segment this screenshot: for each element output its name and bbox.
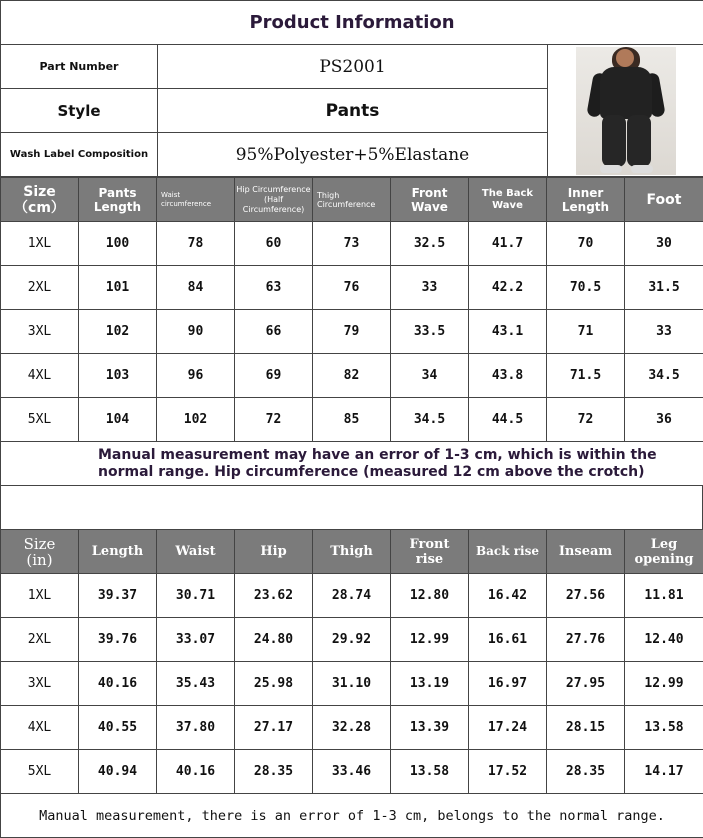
in-cell: 5XL	[1, 750, 79, 794]
in-cell: 23.62	[235, 574, 313, 618]
cm-cell: 101	[79, 266, 157, 310]
table-row	[1, 706, 703, 750]
in-cell: 16.42	[469, 574, 547, 618]
in-cell: 1XL	[1, 574, 79, 618]
cm-cell: 69	[235, 354, 313, 398]
in-header-leg-opening: Leg opening	[625, 530, 703, 574]
cm-header-waist: Waist circumference	[157, 178, 235, 222]
cm-cell: 79	[313, 310, 391, 354]
in-cell: 33.46	[313, 750, 391, 794]
in-cell: 13.19	[391, 662, 469, 706]
table-row	[1, 354, 703, 398]
in-cell: 39.37	[79, 574, 157, 618]
cm-cell: 33.5	[391, 310, 469, 354]
in-cell: 11.81	[625, 574, 703, 618]
cm-cell: 70.5	[547, 266, 625, 310]
cm-header-foot: Foot	[625, 178, 703, 222]
in-measurement-note: Manual measurement, there is an error of 1-3 cm, belongs to the normal range.	[1, 794, 703, 838]
in-cell: 29.92	[313, 618, 391, 662]
cm-cell: 33	[625, 310, 703, 354]
in-cell: 40.55	[79, 706, 157, 750]
cm-cell: 2XL	[1, 266, 79, 310]
part-number-value: PS2001	[158, 45, 548, 89]
cm-header-row	[1, 178, 703, 222]
table-row	[1, 750, 703, 794]
cm-cell: 76	[313, 266, 391, 310]
in-cell: 17.52	[469, 750, 547, 794]
cm-cell: 44.5	[469, 398, 547, 442]
in-cell: 12.99	[391, 618, 469, 662]
in-cell: 39.76	[79, 618, 157, 662]
cm-cell: 36	[625, 398, 703, 442]
in-cell: 32.28	[313, 706, 391, 750]
cm-cell: 100	[79, 222, 157, 266]
cm-cell: 43.8	[469, 354, 547, 398]
in-cell: 28.35	[235, 750, 313, 794]
cm-cell: 85	[313, 398, 391, 442]
in-cell: 2XL	[1, 618, 79, 662]
in-header-front-rise: Front rise	[391, 530, 469, 574]
table-row	[1, 618, 703, 662]
in-cell: 13.39	[391, 706, 469, 750]
table-row	[1, 662, 703, 706]
in-cell: 16.61	[469, 618, 547, 662]
cm-header-thigh: Thigh Circumference	[313, 178, 391, 222]
cm-cell: 72	[547, 398, 625, 442]
table-row	[1, 310, 703, 354]
in-cell: 12.80	[391, 574, 469, 618]
cm-cell: 102	[157, 398, 235, 442]
in-cell: 28.15	[547, 706, 625, 750]
cm-header-front-wave: Front Wave	[391, 178, 469, 222]
cm-header-length: Pants Length	[79, 178, 157, 222]
in-header-waist: Waist	[157, 530, 235, 574]
cm-cell: 90	[157, 310, 235, 354]
cm-header-inner-length: Inner Length	[547, 178, 625, 222]
in-cell: 3XL	[1, 662, 79, 706]
model-wearing-pants-image	[576, 47, 676, 175]
size-chart-in	[0, 529, 703, 838]
cm-cell: 34.5	[625, 354, 703, 398]
cm-cell: 32.5	[391, 222, 469, 266]
in-header-size: Size (in)	[1, 530, 79, 574]
cm-cell: 71	[547, 310, 625, 354]
cm-cell: 33	[391, 266, 469, 310]
in-header-hip: Hip	[235, 530, 313, 574]
cm-cell: 96	[157, 354, 235, 398]
in-cell: 30.71	[157, 574, 235, 618]
cm-cell: 4XL	[1, 354, 79, 398]
cm-cell: 42.2	[469, 266, 547, 310]
in-cell: 14.17	[625, 750, 703, 794]
composition-label: Wash Label Composition	[1, 133, 158, 177]
table-row	[1, 398, 703, 442]
table-row	[1, 222, 703, 266]
cm-measurement-note: Manual measurement may have an error of 1-3 cm, which is within the normal range. Hip circumference (measured 12 cm above the crotch)	[1, 442, 703, 486]
cm-cell: 78	[157, 222, 235, 266]
cm-cell: 1XL	[1, 222, 79, 266]
in-header-inseam: Inseam	[547, 530, 625, 574]
in-cell: 4XL	[1, 706, 79, 750]
in-header-back-rise: Back rise	[469, 530, 547, 574]
style-label: Style	[1, 89, 158, 133]
cm-cell: 30	[625, 222, 703, 266]
cm-cell: 71.5	[547, 354, 625, 398]
in-cell: 12.40	[625, 618, 703, 662]
cm-cell: 70	[547, 222, 625, 266]
cm-cell: 60	[235, 222, 313, 266]
cm-cell: 82	[313, 354, 391, 398]
cm-header-back-wave: The Back Wave	[469, 178, 547, 222]
in-cell: 24.80	[235, 618, 313, 662]
spacer-row	[0, 485, 703, 530]
in-cell: 25.98	[235, 662, 313, 706]
cm-cell: 102	[79, 310, 157, 354]
in-cell: 17.24	[469, 706, 547, 750]
in-cell: 27.76	[547, 618, 625, 662]
cm-cell: 72	[235, 398, 313, 442]
in-cell: 33.07	[157, 618, 235, 662]
cm-cell: 66	[235, 310, 313, 354]
in-cell: 40.16	[79, 662, 157, 706]
composition-value: 95%Polyester+5%Elastane	[158, 133, 548, 177]
cm-cell: 104	[79, 398, 157, 442]
cm-cell: 73	[313, 222, 391, 266]
in-cell: 40.94	[79, 750, 157, 794]
cm-cell: 34	[391, 354, 469, 398]
cm-cell: 31.5	[625, 266, 703, 310]
in-cell: 27.17	[235, 706, 313, 750]
part-number-label: Part Number	[1, 45, 158, 89]
cm-cell: 43.1	[469, 310, 547, 354]
in-header-thigh: Thigh	[313, 530, 391, 574]
in-cell: 35.43	[157, 662, 235, 706]
in-cell: 37.80	[157, 706, 235, 750]
in-cell: 16.97	[469, 662, 547, 706]
size-chart-cm	[0, 177, 703, 486]
cm-cell: 34.5	[391, 398, 469, 442]
product-info-title: Product Information	[1, 1, 703, 45]
cm-cell: 5XL	[1, 398, 79, 442]
style-value: Pants	[158, 89, 548, 133]
in-cell: 28.35	[547, 750, 625, 794]
in-cell: 40.16	[157, 750, 235, 794]
in-cell: 31.10	[313, 662, 391, 706]
cm-header-size: Size （cm）	[1, 178, 79, 222]
blank-cell	[1, 486, 703, 530]
in-cell: 13.58	[625, 706, 703, 750]
cm-cell: 63	[235, 266, 313, 310]
in-header-row	[1, 530, 703, 574]
in-cell: 27.56	[547, 574, 625, 618]
in-cell: 13.58	[391, 750, 469, 794]
in-header-length: Length	[79, 530, 157, 574]
cm-header-hip: Hip Circumference (Half Circumference)	[235, 178, 313, 222]
cm-cell: 3XL	[1, 310, 79, 354]
in-cell: 28.74	[313, 574, 391, 618]
table-row	[1, 574, 703, 618]
table-row	[1, 266, 703, 310]
product-photo	[548, 45, 703, 177]
in-cell: 27.95	[547, 662, 625, 706]
product-info-table	[0, 0, 703, 177]
cm-cell: 103	[79, 354, 157, 398]
cm-cell: 84	[157, 266, 235, 310]
in-cell: 12.99	[625, 662, 703, 706]
cm-cell: 41.7	[469, 222, 547, 266]
